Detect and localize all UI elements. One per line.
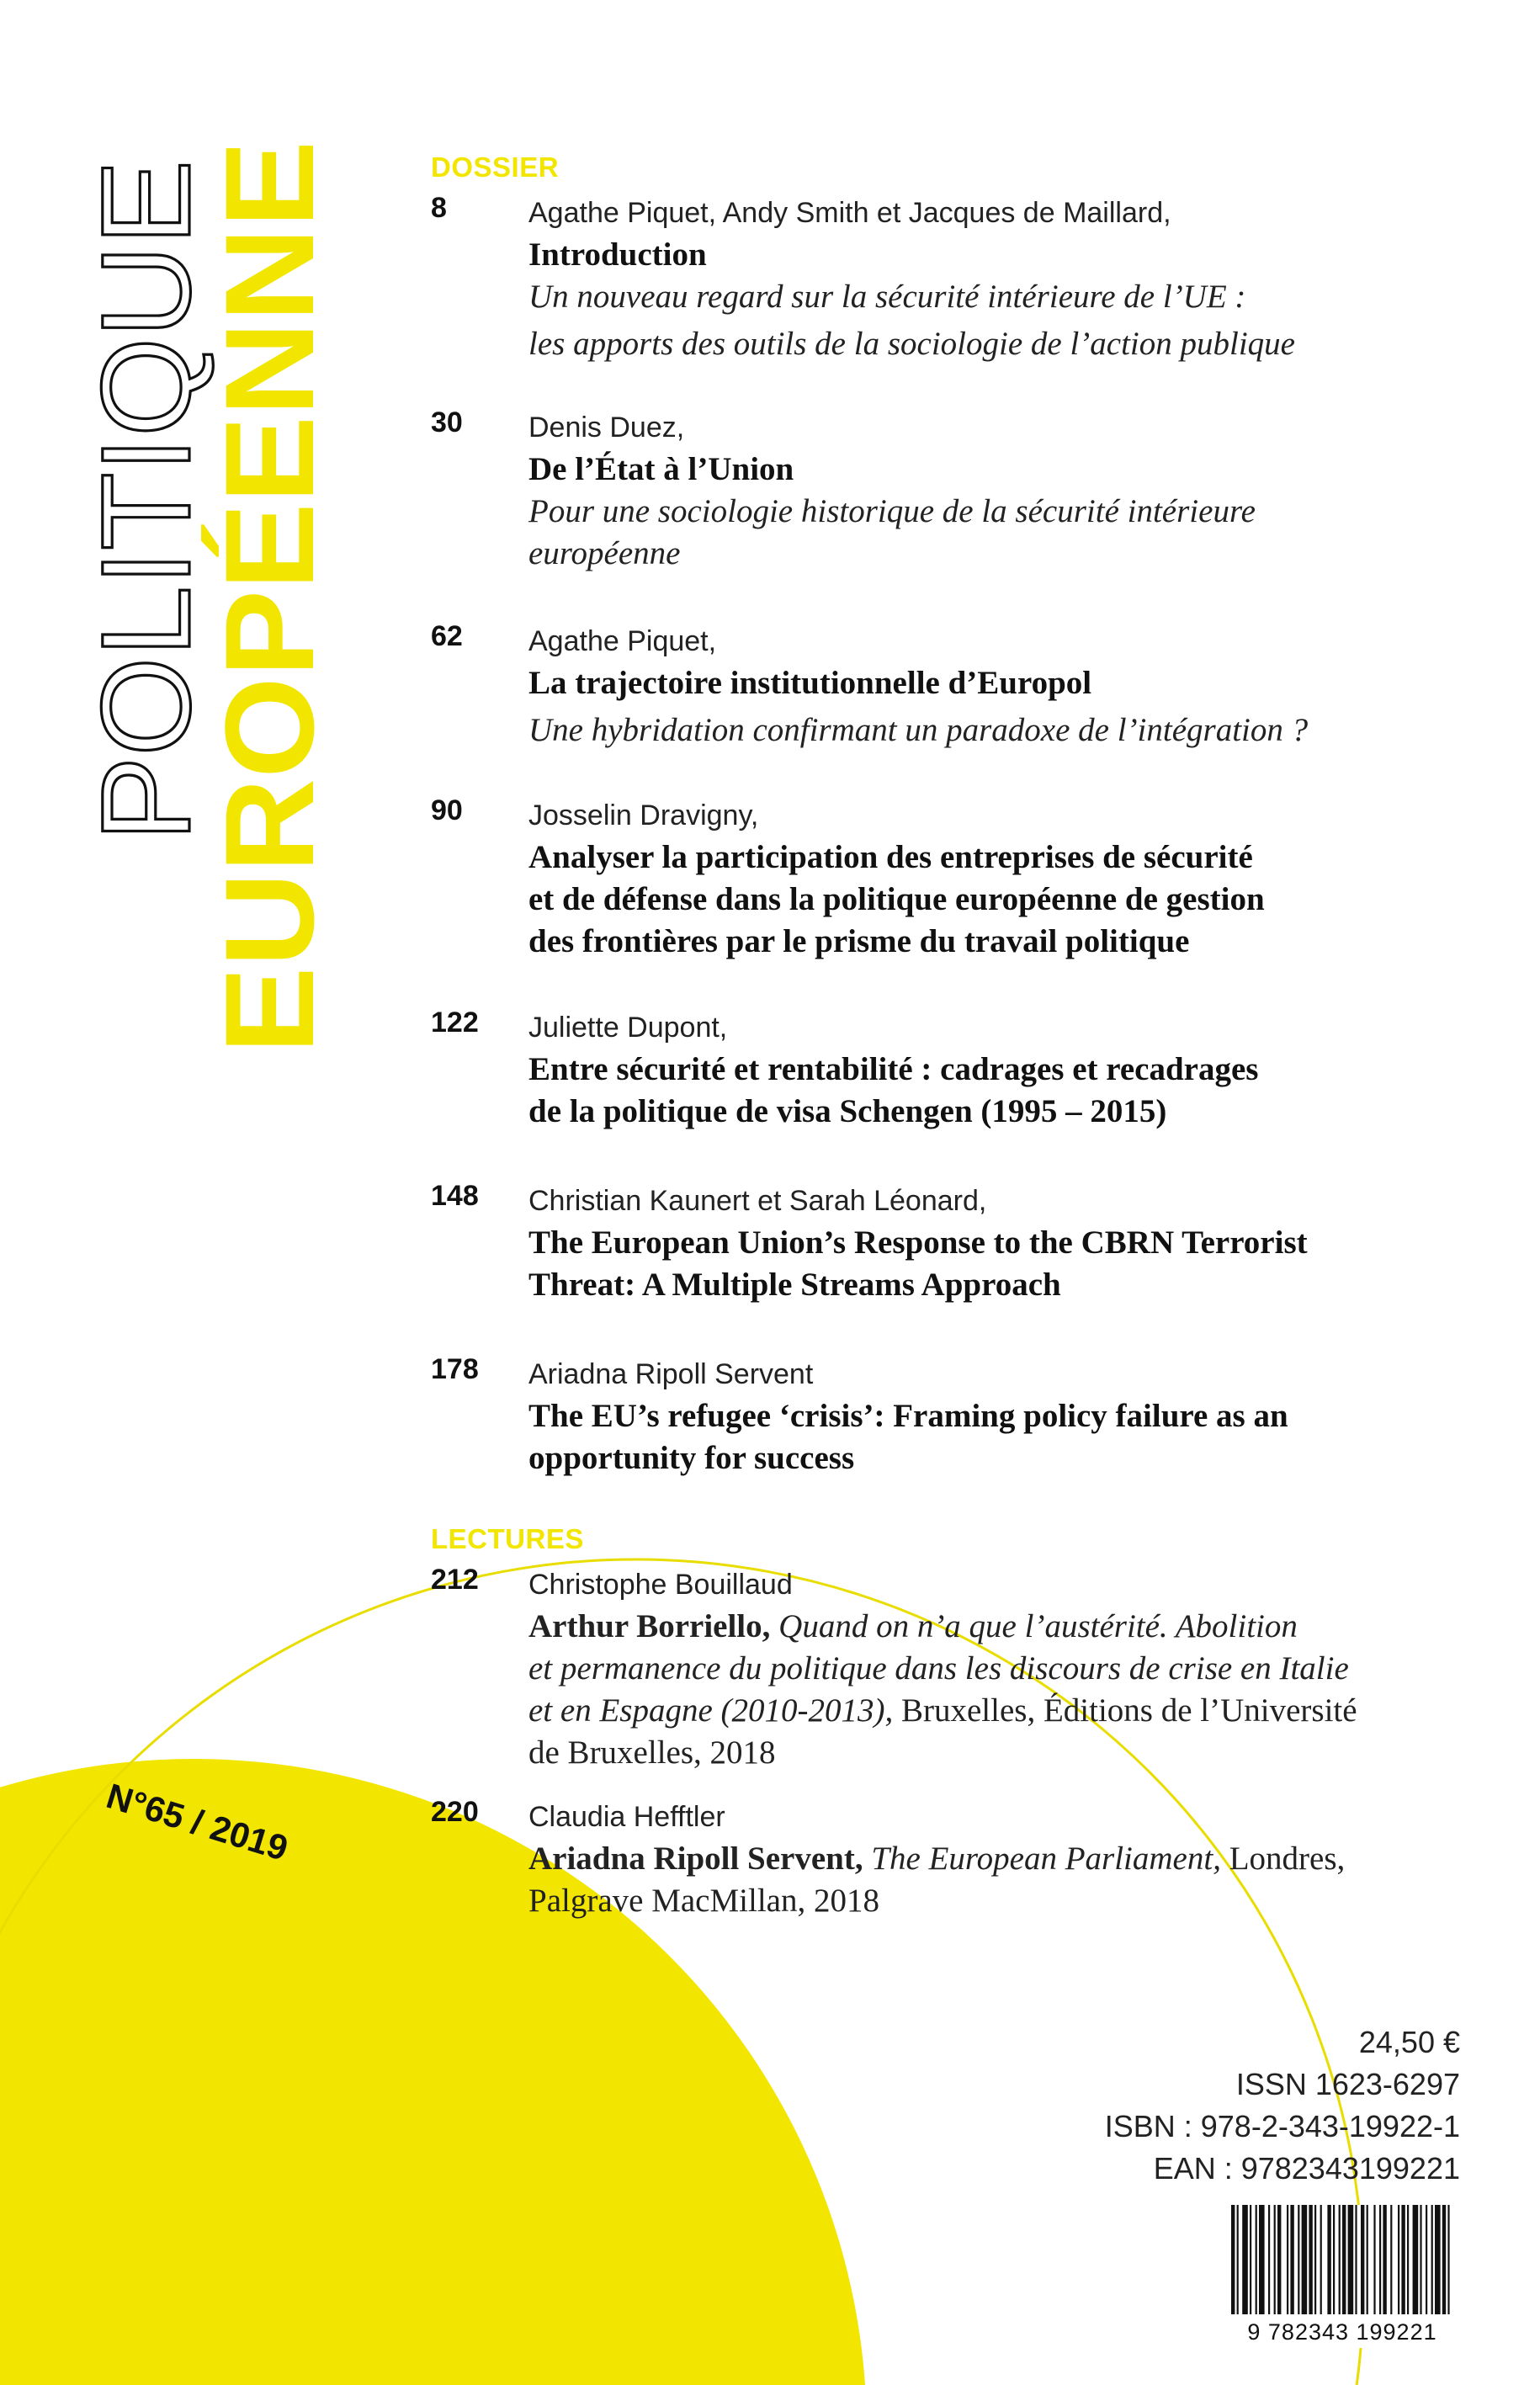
- barcode-bar: [1426, 2205, 1427, 2314]
- entry-title: Threat: A Multiple Streams Approach: [528, 1267, 1061, 1303]
- barcode-digits: 9 782343 199221: [1247, 2319, 1437, 2345]
- toc-entry[interactable]: [431, 1180, 1441, 1306]
- entry-subtitle: européenne: [528, 535, 681, 571]
- barcode-bar: [1342, 2205, 1346, 2314]
- page-number: 30: [431, 406, 463, 438]
- review-author: Christophe Bouillaud: [528, 1569, 793, 1601]
- entry-subtitle: les apports des outils de la sociologie de l’action publique: [528, 326, 1295, 362]
- section-lectures: LECTURES: [431, 1523, 584, 1554]
- entry-author: Ariadna Ripoll Servent: [528, 1358, 814, 1390]
- entry-title: et de défense dans la politique européenne de gestion: [528, 881, 1265, 917]
- issn: ISSN 1623-6297: [1235, 2067, 1460, 2101]
- barcode-bar: [1314, 2205, 1316, 2314]
- book-author: Arthur Borriello,: [528, 1608, 771, 1644]
- review-entry[interactable]: [431, 1796, 1441, 1922]
- page-number: 62: [431, 620, 463, 652]
- barcode-bar: [1390, 2205, 1392, 2314]
- barcode-bar: [1274, 2205, 1276, 2314]
- barcode-bar: [1302, 2205, 1308, 2314]
- barcode-bar: [1361, 2205, 1364, 2314]
- book-title: Quand on n’a que l’austérité. Abolition: [778, 1608, 1298, 1644]
- toc-entry[interactable]: [431, 406, 1441, 575]
- spine-europeenne: EUROPÉENNE: [199, 169, 340, 1054]
- entry-subtitle: Pour une sociologie historique de la sécurité intérieure: [528, 493, 1256, 529]
- section-dossier: DOSSIER: [431, 151, 560, 183]
- barcode-bar: [1290, 2205, 1293, 2314]
- page-number: 122: [431, 1007, 479, 1038]
- barcode-bar: [1401, 2205, 1405, 2314]
- barcode-bar: [1298, 2205, 1299, 2314]
- barcode-bar: [1259, 2205, 1265, 2314]
- barcode-bar: [1309, 2205, 1312, 2314]
- barcode-bar: [1355, 2205, 1357, 2314]
- entry-subtitle: Une hybridation confirmant un paradoxe de l’intégration ?: [528, 712, 1309, 748]
- book-publisher: de Bruxelles, 2018: [528, 1734, 776, 1771]
- page-number: 148: [431, 1180, 479, 1212]
- entry-title: Introduction: [528, 236, 707, 273]
- barcode-bar: [1348, 2205, 1354, 2314]
- book-publisher: Londres,: [1229, 1841, 1346, 1877]
- review-entry[interactable]: [431, 1564, 1441, 1774]
- spine-politique: POLITIQUE: [75, 167, 216, 842]
- barcode-bar: [1333, 2205, 1335, 2314]
- barcode-bar: [1268, 2205, 1270, 2314]
- barcode-bar: [1373, 2205, 1375, 2314]
- entry-author: Agathe Piquet, Andy Smith et Jacques de Maillard,: [528, 197, 1171, 229]
- entry-title: De l’État à l’Union: [528, 451, 794, 487]
- toc-entry[interactable]: [431, 794, 1441, 963]
- entry-subtitle: Un nouveau regard sur la sécurité intérieure de l’UE :: [528, 279, 1246, 315]
- review-author: Claudia Hefftler: [528, 1801, 725, 1833]
- book-line: [528, 1690, 1441, 1732]
- barcode-bar: [1320, 2205, 1322, 2314]
- book-publisher: Bruxelles, Éditions de l’Université: [900, 1692, 1357, 1729]
- barcode-bar: [1250, 2205, 1251, 2314]
- barcode-bar: [1420, 2205, 1421, 2314]
- barcode-bar: [1242, 2205, 1248, 2314]
- barcode-bar: [1231, 2205, 1235, 2314]
- page-number: 212: [431, 1564, 479, 1596]
- page-number: 90: [431, 794, 463, 826]
- barcode-bar: [1256, 2205, 1257, 2314]
- entry-title: La trajectoire institutionnelle d’Europol: [528, 665, 1092, 701]
- toc-entry[interactable]: [431, 620, 1441, 752]
- barcode-bar: [1447, 2205, 1449, 2314]
- issue-number: N°65 / 2019: [102, 1776, 293, 1868]
- barcode-bar: [1383, 2205, 1386, 2314]
- barcode-bar: [1367, 2205, 1368, 2314]
- barcode-bars: [1224, 2205, 1456, 2319]
- price: 24,50 €: [1358, 2025, 1460, 2059]
- isbn: ISBN : 978-2-343-19922-1: [1104, 2109, 1460, 2143]
- toc-entry[interactable]: [431, 192, 1441, 365]
- entry-title: de la politique de visa Schengen (1995 – 2015): [528, 1093, 1167, 1129]
- barcode-bar: [1287, 2205, 1288, 2314]
- entry-author: Juliette Dupont,: [528, 1012, 728, 1044]
- entry-title: des frontières par le prisme du travail politique: [528, 923, 1190, 959]
- book-title: The European Parliament,: [871, 1841, 1221, 1877]
- book-title: et en Espagne (2010-2013),: [528, 1692, 894, 1729]
- barcode-bar: [1413, 2205, 1419, 2314]
- entry-author: Agathe Piquet,: [528, 625, 717, 657]
- toc-entry[interactable]: [431, 1353, 1441, 1479]
- barcode-bar: [1277, 2205, 1281, 2314]
- entry-title: Entre sécurité et rentabilité : cadrages et recadrages: [528, 1051, 1259, 1087]
- entry-title: The EU’s refugee ‘crisis’: Framing policy failure as an: [528, 1398, 1288, 1434]
- book-line: [528, 1606, 1441, 1648]
- ean: EAN : 9782343199221: [1153, 2151, 1460, 2186]
- book-author: Ariadna Ripoll Servent,: [528, 1841, 863, 1877]
- barcode-bar: [1431, 2205, 1433, 2314]
- page-number: 178: [431, 1353, 479, 1385]
- entry-author: Christian Kaunert et Sarah Léonard,: [528, 1185, 987, 1217]
- book-line: [528, 1838, 1441, 1880]
- page-number: 8: [431, 192, 447, 224]
- barcode-bar: [1379, 2205, 1381, 2314]
- entry-title: The European Union’s Response to the CBRN Terrorist: [528, 1224, 1308, 1261]
- entry-title: opportunity for success: [528, 1440, 855, 1476]
- book-title: et permanence du politique dans les discours de crise en Italie: [528, 1650, 1349, 1686]
- price-block: [1105, 2021, 1460, 2190]
- entry-author: Denis Duez,: [528, 412, 685, 444]
- barcode-bar: [1407, 2205, 1409, 2314]
- book-line: [528, 1648, 1441, 1690]
- toc-entry[interactable]: [431, 1007, 1441, 1133]
- barcode-bar: [1339, 2205, 1341, 2314]
- book-publisher: Palgrave MacMillan, 2018: [528, 1883, 879, 1919]
- barcode-bar: [1398, 2205, 1399, 2314]
- page-number: 220: [431, 1796, 479, 1828]
- barcode-bar: [1237, 2205, 1239, 2314]
- entry-author: Josselin Dravigny,: [528, 799, 759, 831]
- barcode-bar: [1442, 2205, 1446, 2314]
- entry-title: Analyser la participation des entreprises de sécurité: [528, 839, 1253, 875]
- barcode-bar: [1327, 2205, 1330, 2314]
- barcode-bar: [1435, 2205, 1441, 2314]
